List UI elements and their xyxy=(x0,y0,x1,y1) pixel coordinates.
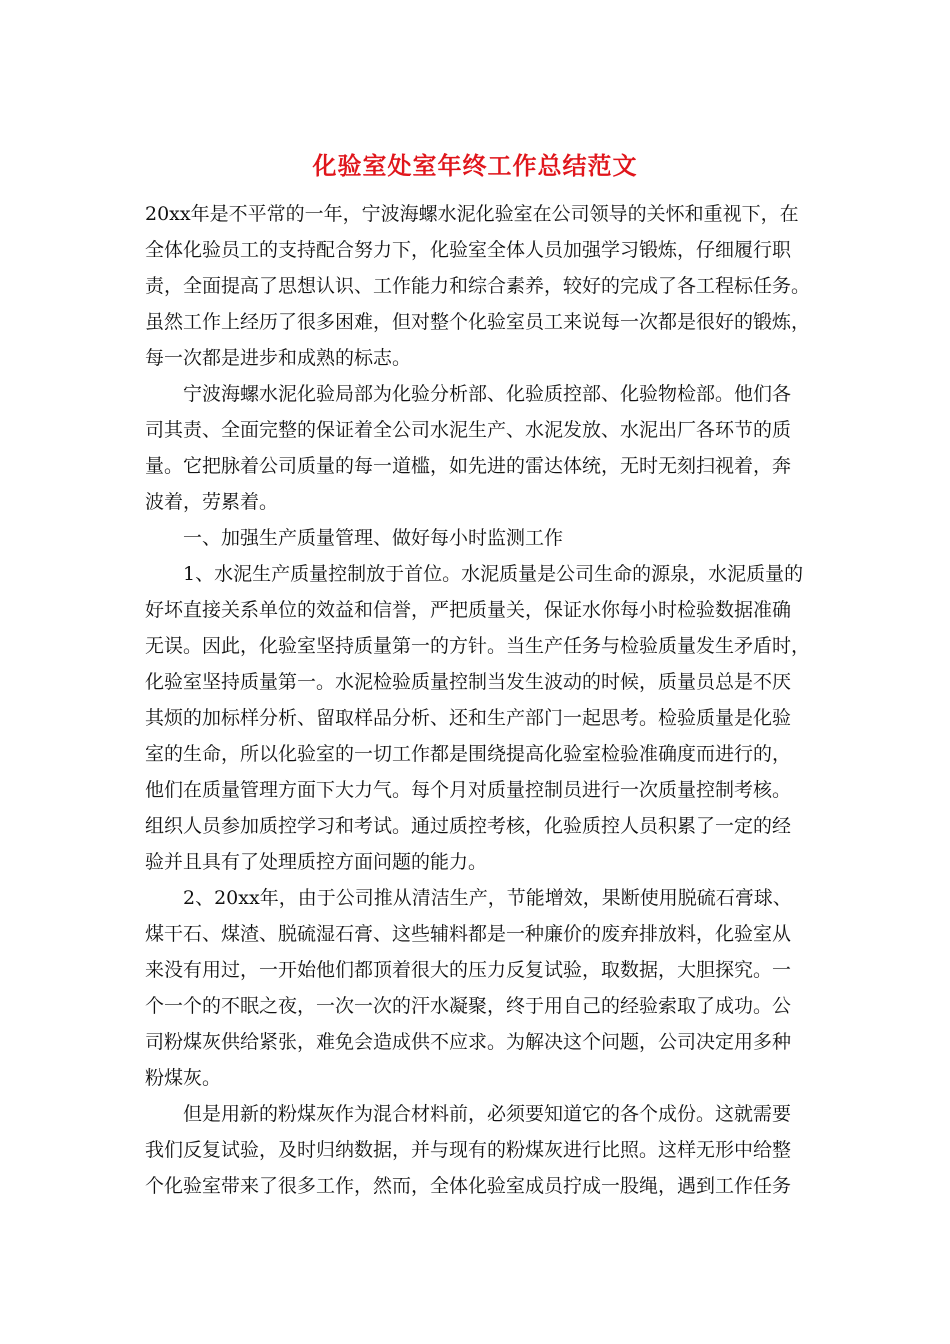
text-line: 司粉煤灰供给紧张，难免会造成供不应求。为解决这个问题，公司决定用多种 xyxy=(145,1031,792,1053)
text-line: 个化验室带来了很多工作，然而，全体化验室成员拧成一股绳，遇到工作任务 xyxy=(145,1175,792,1197)
text-line: 室的生命，所以化验室的一切工作都是围绕提高化验室检验准确度而进行的， xyxy=(145,743,792,765)
text-line: 2、20xx年，由于公司推从清洁生产，节能增效，果断使用脱硫石膏球、 xyxy=(183,887,792,909)
text-line: 但是用新的粉煤灰作为混合材料前，必须要知道它的各个成份。这就需要 xyxy=(183,1103,792,1125)
text-line: 粉煤灰。 xyxy=(145,1067,222,1089)
text-line: 煤干石、煤渣、脱硫湿石膏、这些辅料都是一种廉价的废弃排放料，化验室从 xyxy=(145,923,792,945)
section-heading: 一、加强生产质量管理、做好每小时监测工作 xyxy=(183,527,564,549)
text-line: 来没有用过，一开始他们都顶着很大的压力反复试验，取数据，大胆探究。一 xyxy=(145,959,792,981)
text-line: 其烦的加标样分析、留取样品分析、还和生产部门一起思考。检验质量是化验 xyxy=(145,707,792,729)
text-line: 化验室坚持质量第一。水泥检验质量控制当发生波动的时候，质量员总是不厌 xyxy=(145,671,792,693)
text-line: 司其责、全面完整的保证着全公司水泥生产、水泥发放、水泥出厂各环节的质 xyxy=(145,419,792,441)
text-line: 虽然工作上经历了很多困难，但对整个化验室员工来说每一次都是很好的锻炼， xyxy=(145,311,811,333)
text-line: 20xx年是不平常的一年，宁波海螺水泥化验室在公司领导的关怀和重视下，在 xyxy=(145,203,799,225)
text-line: 无误。因此，化验室坚持质量第一的方针。当生产任务与检验质量发生矛盾时， xyxy=(145,635,811,657)
text-line: 好坏直接关系单位的效益和信誉，严把质量关，保证水你每小时检验数据准确 xyxy=(145,599,792,621)
text-line: 组织人员参加质控学习和考试。通过质控考核，化验质控人员积累了一定的经 xyxy=(145,815,792,837)
text-line: 责，全面提高了思想认识、工作能力和综合素养，较好的完成了各工程标任务。 xyxy=(145,275,811,297)
text-line: 我们反复试验，及时归纳数据，并与现有的粉煤灰进行比照。这样无形中给整 xyxy=(145,1139,792,1161)
text-line: 验并且具有了处理质控方面问题的能力。 xyxy=(145,851,488,873)
text-line: 个一个的不眠之夜，一次一次的汗水凝聚，终于用自己的经验索取了成功。公 xyxy=(145,995,792,1017)
document-body xyxy=(145,196,810,1204)
document-title: 化验室处室年终工作总结范文 xyxy=(312,151,638,180)
text-line: 全体化验员工的支持配合努力下，化验室全体人员加强学习锻炼，仔细履行职 xyxy=(145,239,792,261)
text-line: 1、水泥生产质量控制放于首位。水泥质量是公司生命的源泉，水泥质量的 xyxy=(183,563,804,585)
text-line: 量。它把脉着公司质量的每一道槛，如先进的雷达体统，无时无刻扫视着，奔 xyxy=(145,455,792,477)
text-line: 他们在质量管理方面下大力气。每个月对质量控制员进行一次质量控制考核。 xyxy=(145,779,792,801)
text-line: 每一次都是进步和成熟的标志。 xyxy=(145,347,412,369)
text-line: 宁波海螺水泥化验局部为化验分析部、化验质控部、化验物检部。他们各 xyxy=(183,383,792,405)
text-line: 波着，劳累着。 xyxy=(145,491,279,513)
